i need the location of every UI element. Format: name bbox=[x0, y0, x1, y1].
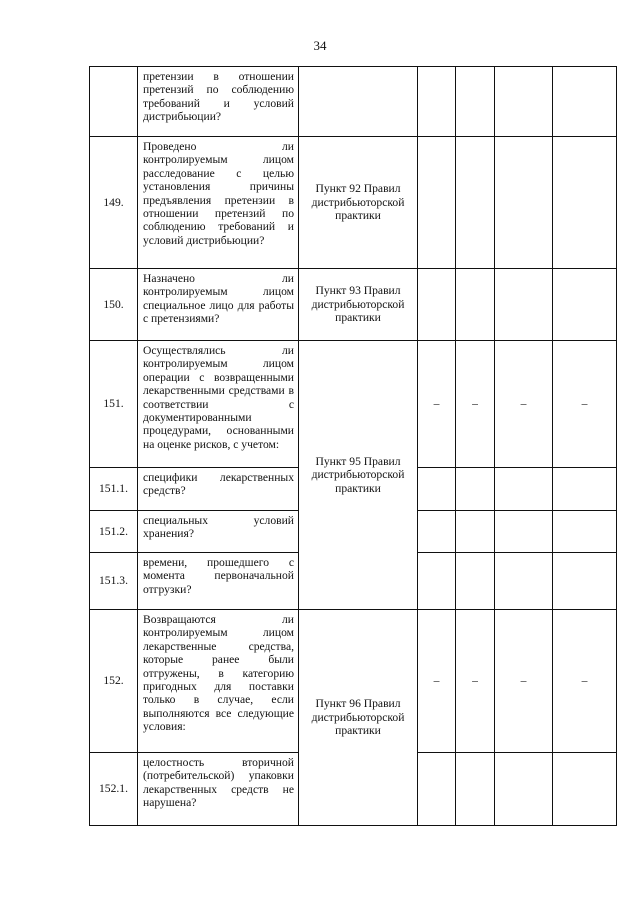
answer-na-cell[interactable] bbox=[495, 67, 553, 137]
reference-cell bbox=[299, 137, 418, 269]
answer-no-cell[interactable] bbox=[456, 67, 495, 137]
notes-cell[interactable] bbox=[553, 137, 617, 269]
answer-yes-cell[interactable] bbox=[418, 511, 456, 553]
answer-na-cell[interactable] bbox=[495, 511, 553, 553]
notes-cell[interactable]: – bbox=[553, 610, 617, 753]
answer-yes-cell[interactable]: – bbox=[418, 610, 456, 753]
answer-no-cell[interactable] bbox=[456, 553, 495, 610]
answer-na-cell[interactable]: – bbox=[495, 610, 553, 753]
question-text: времени, прошедшего с момента первоначальной отгрузки? bbox=[138, 553, 299, 610]
table-row bbox=[90, 610, 617, 753]
reference-text: Пункт 93 Правил дистрибьюторской практики bbox=[311, 284, 405, 325]
answer-yes-cell[interactable] bbox=[418, 67, 456, 137]
row-number: 151.2. bbox=[90, 511, 138, 553]
row-number: 152.1. bbox=[90, 753, 138, 826]
answer-no-cell[interactable] bbox=[456, 269, 495, 341]
row-number: 151.3. bbox=[90, 553, 138, 610]
reference-text: Пункт 95 Правил дистрибьюторской практики bbox=[311, 454, 405, 495]
row-number bbox=[90, 67, 138, 137]
question-text: целостность вторичной (потребительской) упаковки лекарственных средств не нарушена? bbox=[138, 753, 299, 826]
reference-cell bbox=[299, 269, 418, 341]
checklist-table bbox=[89, 66, 617, 826]
reference-text: Пункт 92 Правил дистрибьюторской практики bbox=[311, 182, 405, 223]
notes-cell[interactable] bbox=[553, 468, 617, 511]
answer-yes-cell[interactable] bbox=[418, 553, 456, 610]
answer-yes-cell[interactable] bbox=[418, 269, 456, 341]
notes-cell[interactable] bbox=[553, 511, 617, 553]
answer-no-cell[interactable]: – bbox=[456, 610, 495, 753]
question-text: Назначено ли контролируемым лицом специальное лицо для работы с претензиями? bbox=[138, 269, 299, 341]
answer-no-cell[interactable] bbox=[456, 468, 495, 511]
answer-no-cell[interactable]: – bbox=[456, 341, 495, 468]
page-number: 34 bbox=[313, 38, 327, 53]
notes-cell[interactable]: – bbox=[553, 341, 617, 468]
notes-cell[interactable] bbox=[553, 753, 617, 826]
notes-cell[interactable] bbox=[553, 67, 617, 137]
answer-yes-cell[interactable]: – bbox=[418, 341, 456, 468]
row-number: 152. bbox=[90, 610, 138, 753]
table-row bbox=[90, 137, 617, 269]
question-text: специальных условий хранения? bbox=[138, 511, 299, 553]
notes-cell[interactable] bbox=[553, 269, 617, 341]
answer-na-cell[interactable] bbox=[495, 553, 553, 610]
table-row bbox=[90, 67, 617, 137]
reference-cell bbox=[299, 341, 418, 610]
question-text: Осуществлялись ли контролируемым лицом операции с возвращенными лекарственными средствами в соответствии с документированными процедурами, основанными на оценке рисков, с учетом: bbox=[138, 341, 299, 468]
answer-yes-cell[interactable] bbox=[418, 468, 456, 511]
question-text: Возвращаются ли контролируемым лицом лекарственные средства, которые ранее были отгружены, в категорию пригодных для поставки только в случае, если выполняются все следующие условия: bbox=[138, 610, 299, 753]
question-text: Проведено ли контролируемым лицом расследование с целью установления причины предъявления претензии в отношении претензий по соблюдению требований и условий дистрибьюции? bbox=[138, 137, 299, 269]
answer-no-cell[interactable] bbox=[456, 511, 495, 553]
question-text: претензии в отношении претензий по соблюдению требований и условий дистрибьюции? bbox=[138, 67, 299, 137]
answer-yes-cell[interactable] bbox=[418, 753, 456, 826]
row-number: 151.1. bbox=[90, 468, 138, 511]
answer-na-cell[interactable] bbox=[495, 137, 553, 269]
reference-cell bbox=[299, 67, 418, 137]
notes-cell[interactable] bbox=[553, 553, 617, 610]
answer-no-cell[interactable] bbox=[456, 137, 495, 269]
table-row bbox=[90, 341, 617, 468]
row-number: 151. bbox=[90, 341, 138, 468]
reference-cell bbox=[299, 610, 418, 826]
answer-no-cell[interactable] bbox=[456, 753, 495, 826]
row-number: 149. bbox=[90, 137, 138, 269]
answer-na-cell[interactable] bbox=[495, 468, 553, 511]
answer-na-cell[interactable]: – bbox=[495, 341, 553, 468]
row-number: 150. bbox=[90, 269, 138, 341]
table-row bbox=[90, 269, 617, 341]
reference-text: Пункт 96 Правил дистрибьюторской практики bbox=[311, 697, 405, 738]
answer-na-cell[interactable] bbox=[495, 269, 553, 341]
answer-na-cell[interactable] bbox=[495, 753, 553, 826]
answer-yes-cell[interactable] bbox=[418, 137, 456, 269]
question-text: специфики лекарственных средств? bbox=[138, 468, 299, 511]
